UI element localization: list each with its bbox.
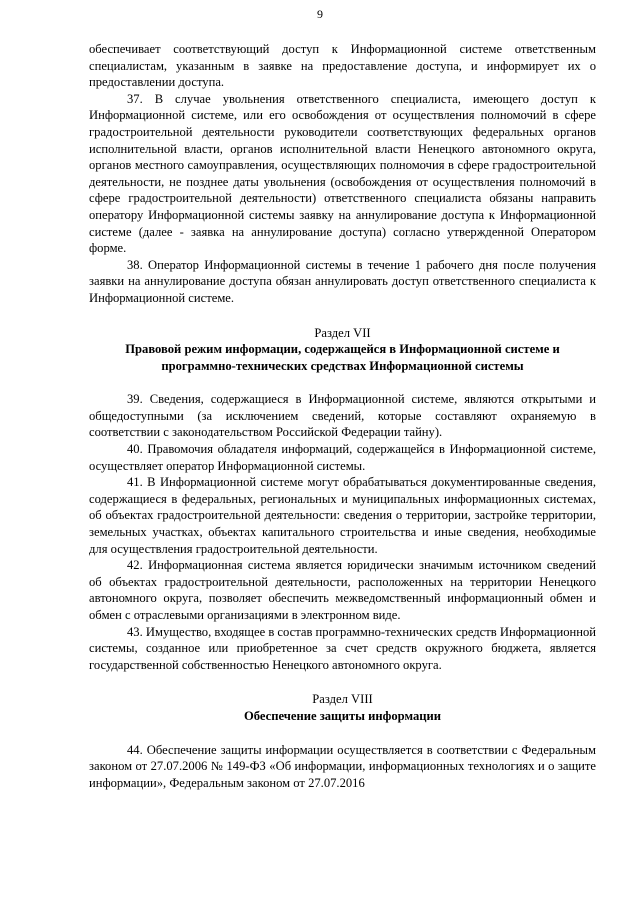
- section-8-title: Обеспечение защиты информации: [243, 708, 442, 723]
- page-number: 9: [317, 7, 323, 21]
- paragraph-42: 42. Информационная система является юридически значимым источником сведений об объектах градостроительной деятельности, расположенных на территории Ненецкого автономного округа, позволяет обеспечить межведомственный информационный обмен и обмен с отраслевыми организациями в электронном виде.: [89, 558, 596, 622]
- paragraph-41: 41. В Информационной системе могут обрабатываться документированные сведения, содержащиеся в федеральных, региональных и муниципальных информационных системах, об объектах градостроительной деятельности: сведения о территории, застройке территории, земельных участках, объектах капитального строительства и иные сведения, необходимые для осуществления градостроительной деятельности.: [89, 475, 596, 556]
- section-8-label: Раздел VIII: [312, 692, 373, 707]
- paragraph-37: 37. В случае увольнения ответственного специалиста, имеющего доступ к Информационной системе, или его освобождения от осуществления полномочий в сфере градостроительной деятельности руководители соответствующих федеральных органов исполнительной власти, органов исполнительной власти Ненецкого автономного округа, органов местного самоуправления, осуществляющих полномочия в сфере градостроительной деятельности, не позднее даты увольнения (освобождения от осуществления полномочий в сфере градостроительной деятельности) ответственного специалиста обязаны направить оператору Информационной системы заявку на аннулирование доступа к Информационной системе (далее - заявка на аннулирование доступа) согласно утвержденной Оператором форме.: [89, 91, 596, 256]
- paragraph-38: 38. Оператор Информационной системы в течение 1 рабочего дня после получения заявки на аннулирование доступа обязан аннулировать доступ ответственного специалиста к Информационной системе.: [89, 257, 596, 305]
- section-7-title: Правовой режим информации, содержащейся в Информационной системе и программно-технических средствах Информационной системы: [125, 342, 560, 373]
- section-7-label: Раздел VII: [314, 325, 371, 340]
- paragraph-36-continuation: обеспечивает соответствующий доступ к Информационной системе ответственным специалистам, указанным в заявке на предоставление доступа, и информирует их о предоставлении доступа.: [89, 42, 596, 90]
- document-body: [89, 41, 596, 791]
- paragraph-44: 44. Обеспечение защиты информации осуществляется в соответствии с Федеральным законом от 27.07.2006 № 149-ФЗ «Об информации, информационных технологиях и о защите информации», Федеральным законом от 27.07.2016: [89, 742, 596, 790]
- paragraph-39: 39. Сведения, содержащиеся в Информационной системе, являются открытыми и общедоступными (за исключением сведений, которые составляют охраняемую в соответствии с законодательством Российской Федерации тайну).: [89, 392, 596, 440]
- paragraph-40: 40. Правомочия обладателя информаций, содержащейся в Информационной системе, осуществляет оператор Информационной системы.: [89, 442, 596, 473]
- paragraph-43: 43. Имущество, входящее в состав программно-технических средств Информационной системы, созданное или приобретенное за счет средств окружного бюджета, является государственной собственностью Ненецкого автономного округа.: [89, 624, 597, 672]
